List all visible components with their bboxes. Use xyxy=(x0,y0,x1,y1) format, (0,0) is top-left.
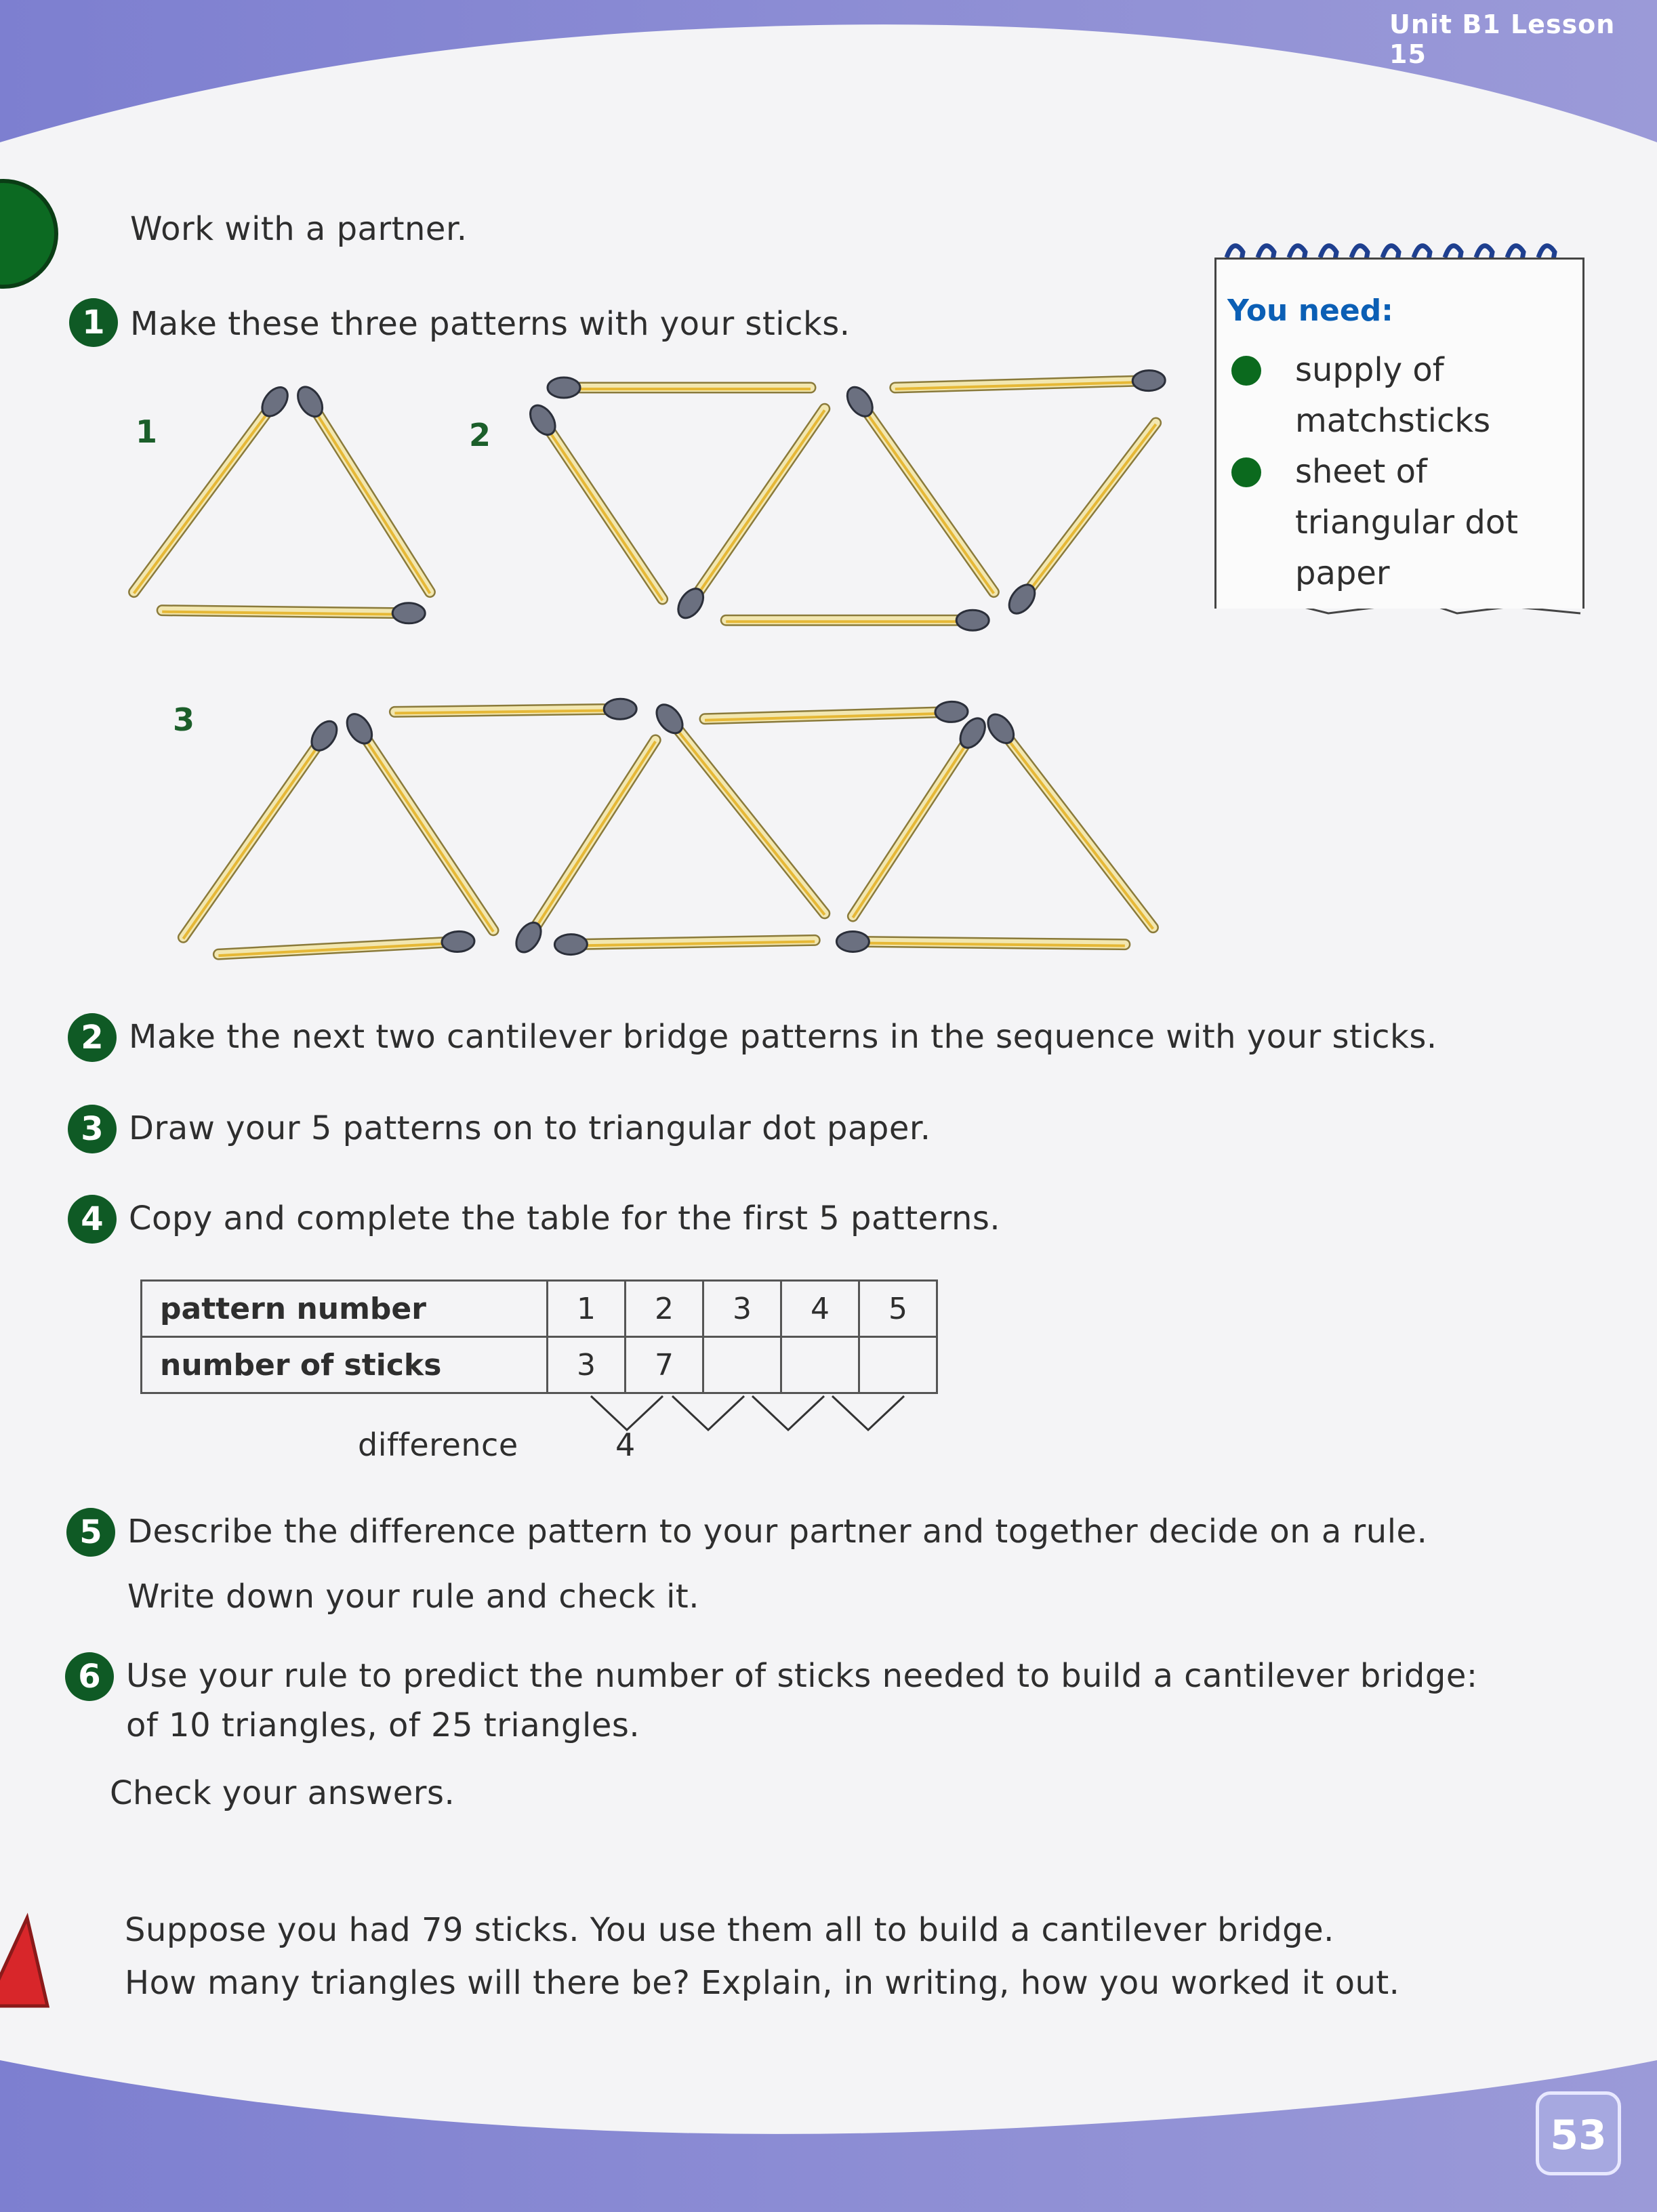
matchstick xyxy=(651,700,824,915)
row-label: number of sticks xyxy=(142,1337,548,1393)
table-cell xyxy=(859,1337,937,1393)
table-cell: 7 xyxy=(626,1337,703,1393)
matchstick xyxy=(511,740,655,956)
question-number-3: 3 xyxy=(68,1105,117,1153)
question-number-5: 5 xyxy=(66,1508,115,1557)
you-need-title: You need: xyxy=(1227,293,1393,328)
table-cell: 1 xyxy=(548,1281,626,1337)
matchstick xyxy=(1004,423,1156,618)
matchstick-patterns xyxy=(134,370,1166,957)
page-number: 53 xyxy=(1536,2091,1621,2175)
matchstick xyxy=(673,409,825,622)
question-3-text: Draw your 5 patterns on to triangular dot paper. xyxy=(129,1109,931,1147)
matchstick xyxy=(842,383,994,594)
footer-band xyxy=(0,2060,1657,2212)
question-number-2: 2 xyxy=(68,1013,117,1062)
challenge-line-1: Suppose you had 79 sticks. You use them all to build a cantilever bridge. xyxy=(125,1911,1334,1949)
matchstick xyxy=(726,610,989,630)
question-2-text: Make the next two cantilever bridge patterns in the sequence with your sticks. xyxy=(129,1018,1437,1056)
match-head xyxy=(1132,370,1166,391)
match-head xyxy=(441,930,475,952)
matchstick xyxy=(548,377,811,398)
pattern-label-3: 3 xyxy=(173,701,195,738)
table-cell xyxy=(703,1337,781,1393)
table-row xyxy=(142,1337,937,1393)
intro-text: Work with a partner. xyxy=(130,210,468,248)
pattern-label-1: 1 xyxy=(136,413,158,450)
matchstick xyxy=(705,701,968,722)
pattern-label-2: 2 xyxy=(469,417,491,453)
matchstick xyxy=(342,710,493,932)
matchstick xyxy=(983,710,1153,928)
bullet-icon xyxy=(1231,457,1261,487)
table-cell xyxy=(781,1337,859,1393)
need-item-1-line2: matchsticks xyxy=(1295,402,1491,440)
question-5-text: Describe the difference pattern to your partner and together decide on a rule. xyxy=(127,1513,1428,1551)
matchstick xyxy=(218,930,474,956)
matchstick xyxy=(394,699,636,720)
check-answers-text: Check your answers. xyxy=(110,1774,455,1812)
matchstick xyxy=(134,383,293,594)
matchstick xyxy=(183,716,342,939)
table-cell: 3 xyxy=(703,1281,781,1337)
match-head xyxy=(956,610,989,630)
unit-lesson-title: Unit B1 Lesson 15 xyxy=(1389,9,1616,69)
matchstick xyxy=(554,934,815,955)
match-head xyxy=(935,701,968,722)
red-marker-icon xyxy=(0,1918,47,2006)
matchstick xyxy=(293,382,430,593)
match-head xyxy=(554,934,588,955)
match-head xyxy=(836,931,869,951)
matchstick xyxy=(162,603,425,624)
question-number-4: 4 xyxy=(68,1195,117,1244)
table-cell: 5 xyxy=(859,1281,937,1337)
table-cell: 3 xyxy=(548,1337,626,1393)
match-head xyxy=(604,699,636,720)
green-marker-icon xyxy=(0,181,56,287)
match-head xyxy=(548,377,580,398)
matchstick xyxy=(836,931,1125,951)
matchstick xyxy=(853,714,989,918)
question-5-text-line2: Write down your rule and check it. xyxy=(127,1578,699,1616)
need-item-2-line2: triangular dot xyxy=(1295,504,1519,541)
question-1-text: Make these three patterns with your sticks. xyxy=(130,305,851,343)
difference-lines xyxy=(591,1396,904,1430)
matchstick xyxy=(895,370,1166,391)
bullet-icon xyxy=(1231,356,1261,386)
question-number-6: 6 xyxy=(65,1652,114,1701)
table-cell: 4 xyxy=(781,1281,859,1337)
difference-value: 4 xyxy=(615,1427,636,1463)
patterns-table xyxy=(140,1279,938,1394)
question-6-text-line2: of 10 triangles, of 25 triangles. xyxy=(126,1706,640,1744)
you-need-box xyxy=(1214,258,1584,609)
need-item-2-line1: sheet of xyxy=(1295,453,1427,491)
table-row xyxy=(142,1281,937,1337)
question-4-text: Copy and complete the table for the first 5 patterns. xyxy=(129,1200,1001,1237)
row-label: pattern number xyxy=(142,1281,548,1337)
challenge-line-2: How many triangles will there be? Explain, in writing, how you worked it out. xyxy=(125,1964,1400,2002)
table-cell: 2 xyxy=(626,1281,703,1337)
match-head xyxy=(392,603,425,624)
matchstick xyxy=(525,401,663,600)
question-6-text: Use your rule to predict the number of sticks needed to build a cantilever bridge: xyxy=(126,1657,1478,1695)
need-item-1-line1: supply of xyxy=(1295,351,1444,389)
difference-label: difference xyxy=(358,1427,518,1463)
need-item-2-line3: paper xyxy=(1295,554,1390,592)
question-number-1: 1 xyxy=(69,298,118,347)
